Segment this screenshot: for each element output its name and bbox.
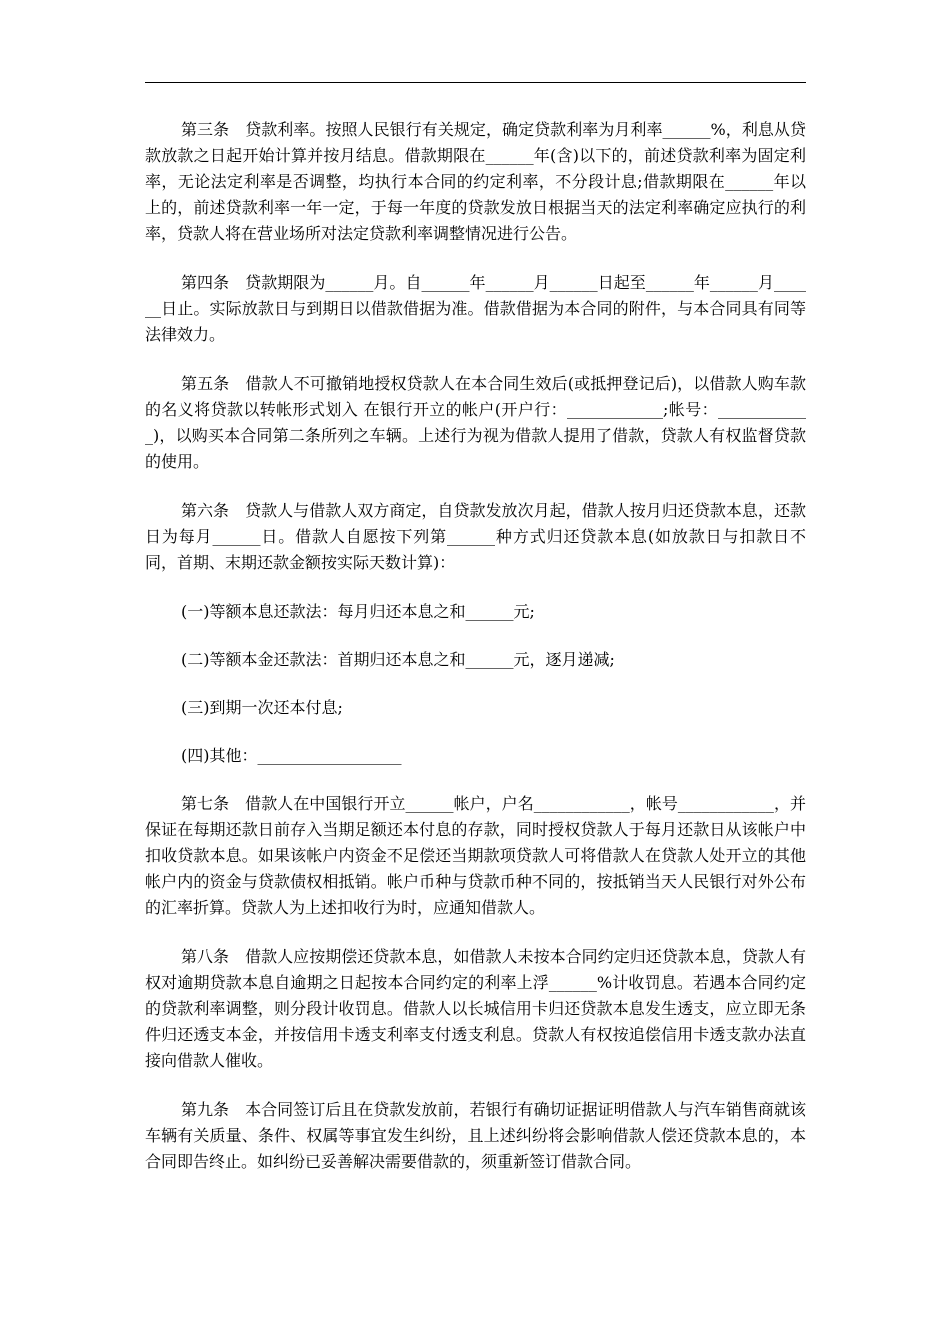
article-8: 第八条 借款人应按期偿还贷款本息，如借款人未按本合同约定归还贷款本息，贷款人有权对逾期贷款本息自逾期之日起按本合同约定的利率上浮______%计收罚息。若遇本合同约定的贷款利率调整，则分段计收罚息。借款人以长城信用卡归还贷款本息发生透支，应立即无条件归还透支本金，并按信用卡透支利率支付透支利息。贷款人有权按追偿信用卡透支款办法直接向借款人催收。 [145,947,806,1070]
article-5: 第五条 借款人不可撤销地授权贷款人在本合同生效后(或抵押登记后)，以借款人购车款的名义将贷款以转帐形式划入 在银行开立的帐户(开户行：____________;帐号：____________)，以购买本合同第二条所列之车辆。上述行为视为借款人提用了借款，贷款人有权监督贷款的使用。 [145,374,806,471]
article-3: 第三条 贷款利率。按照人民银行有关规定，确定贷款利率为月利率______%，利息从贷款放款之日起开始计算并按月结息。借款期限在______年(含)以下的，前述贷款利率为固定利率，无论法定利率是否调整，均执行本合同的约定利率，不分段计息;借款期限在______年以上的，前述贷款利率一年一定，于每一年度的贷款发放日根据当天的法定利率确定应执行的利率，贷款人将在营业场所对法定贷款利率调整情况进行公告。 [145,120,806,243]
repayment-option-2: (二)等额本金还款法：首期归还本息之和______元，逐月递减; [181,650,615,669]
header-rule [145,82,806,83]
article-9: 第九条 本合同签订后且在贷款发放前，若银行有确切证据证明借款人与汽车销售商就该车辆有关质量、条件、权属等事宜发生纠纷，且上述纠纷将会影响借款人偿还贷款本息的，本合同即告终止。如纠纷已妥善解决需要借款的，须重新签订借款合同。 [145,1100,806,1171]
article-4: 第四条 贷款期限为______月。自______年______月______日起至______年______月______日止。实际放款日与到期日以借款借据为准。借款借据为本合同的附件，与本合同具有同等法律效力。 [145,273,806,344]
article-7: 第七条 借款人在中国银行开立______帐户，户名____________，帐号____________，并保证在每期还款日前存入当期足额还本付息的存款，同时授权贷款人于每月还款日从该帐户中扣收贷款本息。如果该帐户内资金不足偿还当期款项贷款人可将借款人在贷款人处开立的其他帐户内的资金与贷款债权相抵销。帐户币种与贷款币种不同的，按抵销当天人民银行对外公布的汇率折算。贷款人为上述扣收行为时，应通知借款人。 [145,794,806,917]
repayment-option-1: (一)等额本息还款法：每月归还本息之和______元; [181,602,535,621]
repayment-option-4: (四)其他：__________________ [181,746,402,765]
article-6: 第六条 贷款人与借款人双方商定，自贷款发放次月起，借款人按月归还贷款本息，还款日为每月______日。借款人自愿按下列第______种方式归还贷款本息(如放款日与扣款日不同，首期、末期还款金额按实际天数计算)： [145,501,806,572]
document-body [145,117,806,1198]
repayment-option-3: (三)到期一次还本付息; [181,698,343,717]
